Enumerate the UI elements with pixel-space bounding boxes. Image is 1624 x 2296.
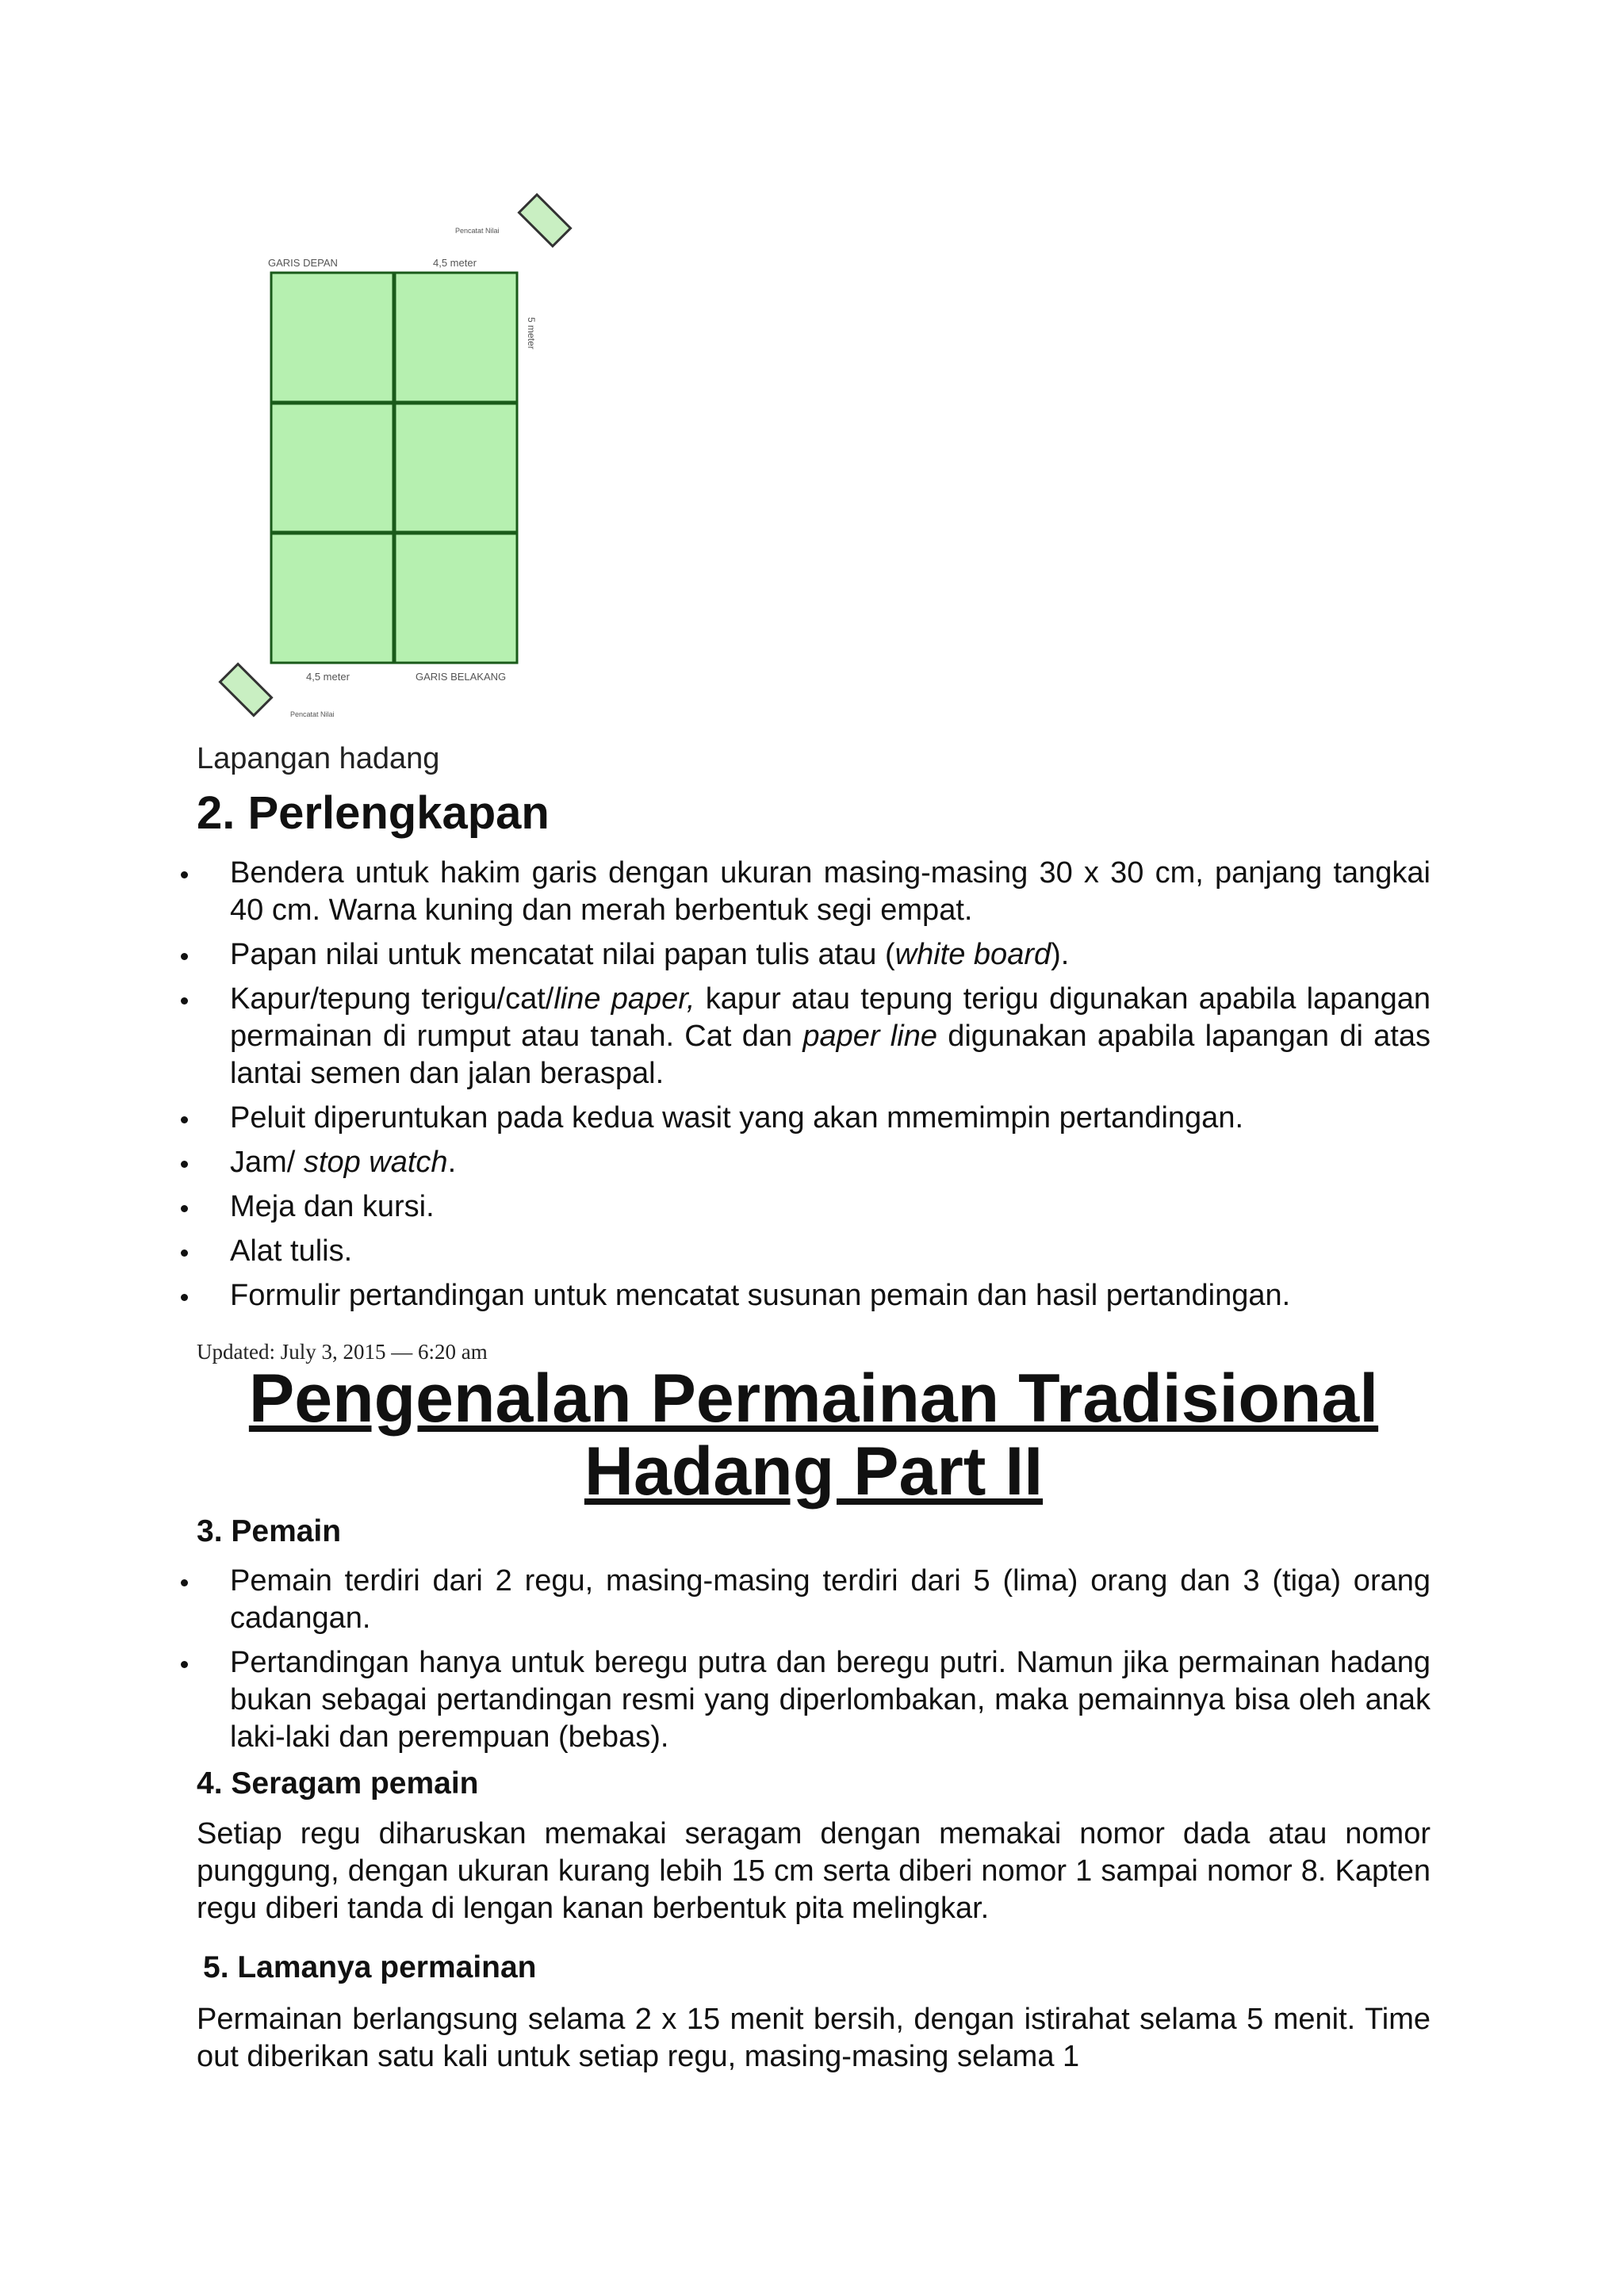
front-line-label: GARIS DEPAN xyxy=(268,257,338,269)
list-item xyxy=(174,1100,1431,1137)
top-corner-label: Pencatat Nilai xyxy=(455,227,500,235)
field-svg xyxy=(208,190,580,729)
section-heading-pemain: 3. Pemain xyxy=(197,1514,342,1548)
paragraph-lamanya: Permainan berlangsung selama 2 x 15 menit bersih, dengan istirahat selama 5 menit. Time out diberikan satu kali untuk setiap regu, masing-masing selama 1 xyxy=(197,2003,1431,2073)
section-heading-seragam: 4. Seragam pemain xyxy=(197,1766,479,1800)
player-list xyxy=(174,1563,1431,1763)
page-title xyxy=(197,1362,1431,1508)
bullet-icon xyxy=(181,1161,188,1168)
bottom-dimension-label: 4,5 meter xyxy=(306,671,350,683)
bullet-icon xyxy=(181,1116,188,1123)
hadang-field-diagram xyxy=(208,190,580,729)
top-dimension-label: 4,5 meter xyxy=(433,257,477,269)
page-title-line-2: Hadang Part II xyxy=(584,1433,1044,1510)
section-heading-lamanya: 5. Lamanya permainan xyxy=(203,1950,537,1984)
bullet-icon xyxy=(181,1205,188,1212)
page-title-line-1: Pengenalan Permainan Tradisional xyxy=(248,1360,1379,1437)
list-item xyxy=(174,855,1431,929)
bottom-corner-label: Pencatat Nilai xyxy=(290,710,335,718)
list-item-text: Jam/ stop watch. xyxy=(230,1146,457,1179)
bullet-icon xyxy=(181,1294,188,1301)
list-item xyxy=(174,1188,1431,1226)
list-item xyxy=(174,981,1431,1093)
list-item-text: Alat tulis. xyxy=(230,1234,353,1268)
bottom-corner-box xyxy=(220,664,271,715)
bullet-icon xyxy=(181,1249,188,1257)
list-item-text: Meja dan kursi. xyxy=(230,1190,435,1223)
section-heading-perlengkapan: 2. Perlengkapan xyxy=(197,787,550,839)
bullet-icon xyxy=(181,1661,188,1668)
list-item xyxy=(174,1144,1431,1181)
list-item xyxy=(174,936,1431,974)
side-dimension-label: 5 meter xyxy=(526,317,537,350)
list-item xyxy=(174,1644,1431,1756)
list-item xyxy=(174,1277,1431,1314)
bullet-icon xyxy=(181,1579,188,1586)
paragraph-seragam: Setiap regu diharuskan memakai seragam dengan memakai nomor dada atau nomor punggung, dengan ukuran kurang lebih 15 cm serta diberi nomor 1 sampai nomor 8. Kapten regu diberi tanda di lengan kanan berbentuk pita melingkar. xyxy=(197,1817,1431,1925)
list-item-text: Peluit diperuntukan pada kedua wasit yang akan mmemimpin pertandingan. xyxy=(230,1101,1244,1135)
list-item-text: Pemain terdiri dari 2 regu, masing-masing terdiri dari 5 (lima) orang dan 3 (tiga) orang cadangan. xyxy=(230,1564,1431,1635)
bullet-icon xyxy=(181,871,188,878)
list-item-text: Papan nilai untuk mencatat nilai papan tulis atau (white board). xyxy=(230,938,1070,971)
figure-caption: Lapangan hadang xyxy=(197,742,440,775)
list-item-text: Bendera untuk hakim garis dengan ukuran masing-masing 30 x 30 cm, panjang tangkai 40 cm. Warna kuning dan merah berbentuk segi empat. xyxy=(230,856,1431,927)
list-item-text: Pertandingan hanya untuk beregu putra dan beregu putri. Namun jika permainan hadang bukan sebagai pertandingan resmi yang diperlombakan, maka pemainnya bisa oleh anak laki-laki dan perempuan (bebas). xyxy=(230,1646,1431,1754)
back-line-label: GARIS BELAKANG xyxy=(416,671,507,683)
equipment-list xyxy=(174,855,1431,1322)
bullet-icon xyxy=(181,997,188,1004)
updated-timestamp: Updated: July 3, 2015 — 6:20 am xyxy=(197,1340,488,1364)
list-item xyxy=(174,1563,1431,1637)
list-item-text: Kapur/tepung terigu/cat/line paper, kapur atau tepung terigu digunakan apabila lapangan permainan di rumput atau tanah. Cat dan paper line digunakan apabila lapangan di atas lantai semen dan jalan beraspal. xyxy=(230,982,1431,1090)
list-item xyxy=(174,1233,1431,1270)
bullet-icon xyxy=(181,953,188,960)
list-item-text: Formulir pertandingan untuk mencatat susunan pemain dan hasil pertandingan. xyxy=(230,1279,1291,1312)
top-corner-box xyxy=(519,194,570,246)
